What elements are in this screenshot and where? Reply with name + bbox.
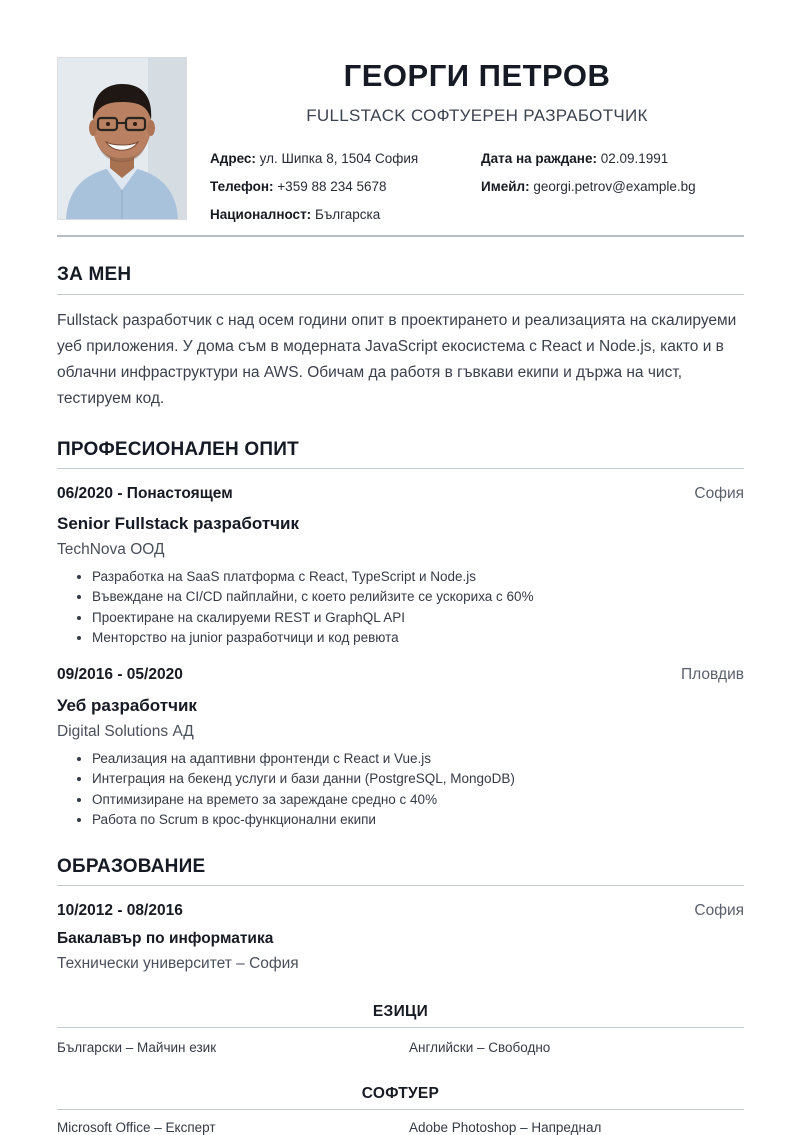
language-item: Английски – Свободно [409, 1040, 551, 1055]
education-location: София [694, 902, 744, 919]
phone-value: +359 88 234 5678 [277, 179, 387, 194]
list-item: • Проектиране на скалируеми REST и GraphQL API [92, 608, 534, 628]
birth-value: 02.09.1991 [600, 151, 669, 166]
languages-divider [57, 1027, 744, 1028]
contact-right [481, 145, 696, 201]
phone-row [210, 173, 418, 201]
email-value: georgi.petrov@example.bg [533, 179, 696, 194]
experience-heading: ПРОФЕСИОНАЛЕН ОПИТ [57, 439, 299, 460]
address-value: ул. Шипка 8, 1504 София [259, 151, 419, 166]
portrait-image [58, 58, 186, 219]
job-bullets [74, 567, 534, 648]
job-title: FULLSTACK СОФТУЕРЕН РАЗРАБОТЧИК [306, 106, 648, 125]
job-role: Уеб разработчик [57, 696, 197, 715]
about-divider [57, 294, 744, 295]
candidate-name: ГЕОРГИ ПЕТРОВ [343, 58, 611, 93]
job-bullets [74, 749, 515, 830]
languages-heading: ЕЗИЦИ [372, 1003, 429, 1020]
software-item: Microsoft Office – Експерт [57, 1120, 216, 1135]
birth-row [481, 145, 696, 173]
email-row [481, 173, 696, 201]
education-dates: 10/2012 - 08/2016 [57, 902, 183, 919]
about-heading: ЗА МЕН [57, 264, 132, 285]
contact-left [210, 145, 418, 229]
birth-label: Дата на раждане: [481, 151, 597, 166]
address-label: Адрес: [210, 151, 256, 166]
job-location: Пловдив [681, 666, 744, 683]
list-item: • Разработка на SaaS платформа с React, TypeScript и Node.js [92, 567, 534, 587]
software-heading: СОФТУЕР [361, 1085, 440, 1102]
software-item: Adobe Photoshop – Напреднал [409, 1120, 602, 1135]
list-item: • Оптимизиране на времето за зареждане средно с 40% [92, 790, 515, 810]
job-dates: 06/2020 - Понастоящем [57, 485, 233, 502]
nationality-label: Националност: [210, 207, 312, 222]
phone-label: Телефон: [210, 179, 274, 194]
list-item: • Въвеждане на CI/CD пайплайни, с което релийзите се ускориха с 60% [92, 587, 534, 607]
list-item: • Реализация на адаптивни фронтенди с React и Vue.js [92, 749, 515, 769]
list-item: • Работа по Scrum в крос-функционални екипи [92, 810, 515, 830]
job-location: София [694, 485, 744, 502]
nationality-value: Българска [314, 207, 381, 222]
education-heading: ОБРАЗОВАНИЕ [57, 856, 206, 877]
list-item: • Менторство на junior разработчици и код ревюта [92, 628, 534, 648]
address-row [210, 145, 418, 173]
header-divider [57, 235, 744, 237]
job-company: TechNova ООД [57, 541, 165, 558]
language-item: Български – Майчин език [57, 1040, 217, 1055]
education-school: Технически университет – София [57, 955, 299, 972]
job-company: Digital Solutions АД [57, 723, 194, 740]
list-item: • Интеграция на бекенд услуги и бази данни (PostgreSQL, MongoDB) [92, 769, 515, 789]
email-label: Имейл: [481, 179, 530, 194]
education-divider [57, 885, 744, 886]
resume-page [57, 0, 744, 1135]
job-dates: 09/2016 - 05/2020 [57, 666, 183, 683]
nationality-row [210, 201, 418, 229]
profile-photo [57, 57, 187, 220]
about-text: Fullstack разработчик с над осем години опит в проектирането и реализацията на скалируеми уеб приложения. У дома съм в модерната JavaScript екосистема с React и Node.js, както и в облачни инфраструктури на AWS. Обичам да работя в гъвкави екипи и държа на чист, тестируем код. [57, 312, 737, 407]
education-degree: Бакалавър по информатика [57, 930, 274, 947]
experience-divider [57, 468, 744, 469]
job-role: Senior Fullstack разработчик [57, 514, 299, 533]
software-divider [57, 1109, 744, 1110]
